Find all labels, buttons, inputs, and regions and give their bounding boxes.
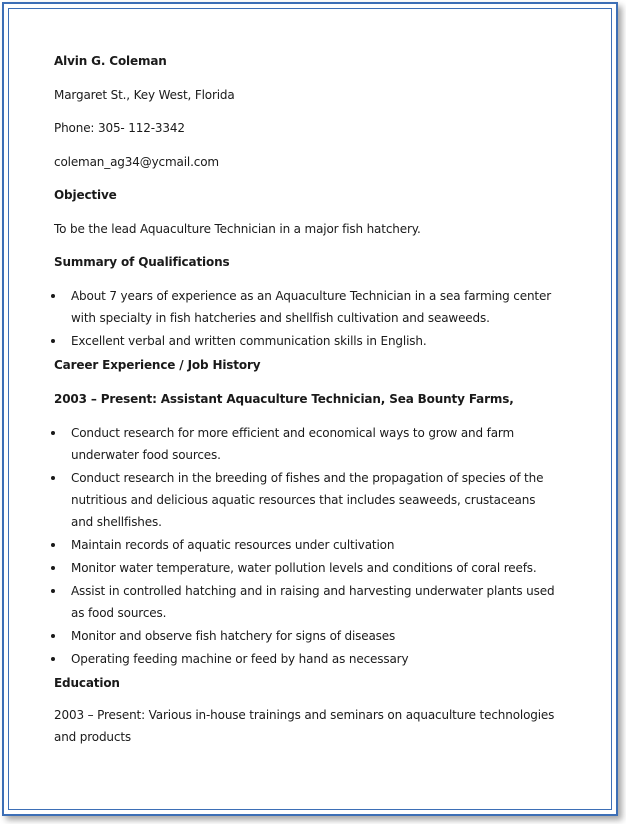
list-item: Conduct research for more efficient and economical ways to grow and farm underwater food sources. (54, 422, 521, 466)
list-item: Conduct research in the breeding of fishes and the propagation of species of the nutritious and delicious aquatic resources that includes seaweeds, crustaceans and shellfishes. (54, 467, 551, 533)
list-item: Monitor water temperature, water pollution levels and conditions of coral reefs. (54, 557, 574, 579)
list-item: Operating feeding machine or feed by hand as necessary (54, 648, 574, 670)
list-item: Excellent verbal and written communication skills in English. (54, 330, 574, 352)
education-heading: Education (54, 675, 120, 690)
phone: Phone: 305- 112-3342 (54, 121, 185, 135)
job-title: 2003 – Present: Assistant Aquaculture Technician, Sea Bounty Farms, (54, 391, 514, 406)
candidate-name: Alvin G. Coleman (54, 54, 167, 68)
objective-heading: Objective (54, 188, 117, 202)
education-text: 2003 – Present: Various in-house trainings and seminars on aquaculture technologies and products (54, 707, 555, 744)
list-item: Maintain records of aquatic resources under cultivation (54, 534, 574, 556)
list-item: Monitor and observe fish hatchery for signs of diseases (54, 625, 574, 647)
list-item: Assist in controlled hatching and in raising and harvesting underwater plants used as food sources. (54, 580, 561, 624)
experience-list (54, 422, 574, 670)
email: coleman_ag34@ycmail.com (54, 154, 219, 169)
qualifications-heading: Summary of Qualifications (54, 255, 230, 269)
resume-content (54, 52, 574, 748)
qualifications-list (54, 285, 574, 352)
address: Margaret St., Key West, Florida (54, 87, 235, 102)
list-item: About 7 years of experience as an Aquaculture Technician in a sea farming center with specialty in fish hatcheries and shellfish cultivation and seaweeds. (54, 285, 571, 329)
experience-heading: Career Experience / Job History (54, 358, 261, 372)
objective-text: To be the lead Aquaculture Technician in a major fish hatchery. (54, 221, 421, 236)
